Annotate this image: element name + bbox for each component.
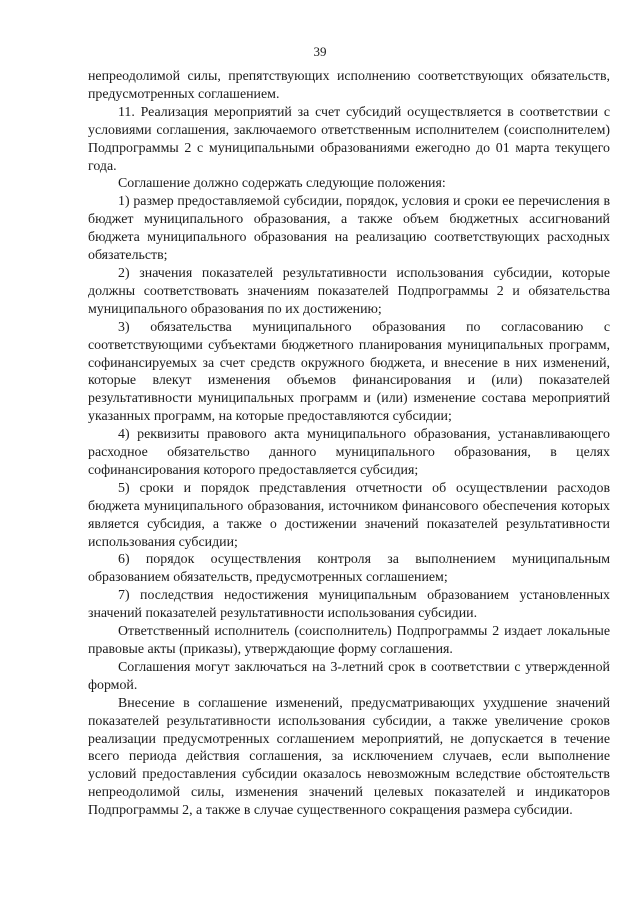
paragraph-local-acts: Ответственный исполнитель (соисполнитель) Подпрограммы 2 издает локальные правовые акты (приказы), утверждающие форму соглашения. <box>88 624 610 657</box>
list-item-1: 1) размер предоставляемой субсидии, порядок, условия и сроки ее перечисления в бюджет муниципального образования, а также объем бюджетных ассигнований бюджета муниципального образования на реализацию соответствующих расходных обязательств; <box>88 194 610 264</box>
paragraph-item-11: 11. Реализация мероприятий за счет субсидий осуществляется в соответствии с условиями соглашения, заключаемого ответственным исполнителем (соисполнителем) Подпрограммы 2 с муниципальными образованиями ежегодно до 01 марта текущего года. <box>88 104 610 174</box>
paragraph-continuation: непреодолимой силы, препятствующих исполнению соответствующих обязательств, предусмотренных соглашением. <box>88 69 610 102</box>
list-item-5: 5) сроки и порядок представления отчетности об осуществлении расходов бюджета муниципального образования, источником финансового обеспечения которых является субсидия, а также о достижении значений показателей результативности использования субсидии; <box>88 480 610 550</box>
list-item-3: 3) обязательства муниципального образования по согласованию с соответствующими субъектами бюджетного планирования муниципальных программ, софинансируемых за счет средств окружного бюджета, и внесение в них изменений, которые влекут изменения объемов финансирования и (или) показателей результативности муниципальных программ и (или) изменение состава мероприятий указанных программ, на которые предоставляются субсидии; <box>88 319 610 425</box>
list-item-6: 6) порядок осуществления контроля за выполнением муниципальным образованием обязательств, предусмотренных соглашением; <box>88 552 610 586</box>
paragraph-amendments: Внесение в соглашение изменений, предусматривающих ухудшение значений показателей результативности использования субсидии, а также увеличение сроков реализации предусмотренных соглашением мероприятий, не допускается в течение всего периода действия соглашения, за исключением случаев, если выполнение условий предоставления субсидии оказалось невозможным вследствие обстоятельств непреодолимой силы, изменения значений целевых показателей и индикаторов Подпрограммы 2, а также в случае существенного сокращения размера субсидии. <box>88 695 610 819</box>
list-item-4: 4) реквизиты правового акта муниципального образования, устанавливающего расходное обязательство данного муниципального образования, в целях софинансирования которого предоставляется субсидия; <box>88 427 610 478</box>
paragraph-agreement-intro: Соглашение должно содержать следующие положения: <box>118 176 446 192</box>
page-number: 39 <box>313 44 327 59</box>
list-item-2: 2) значения показателей результативности использования субсидии, которые должны соответствовать значениям показателей Подпрограммы 2 и обязательства муниципального образования по их достижению; <box>88 265 610 317</box>
body-text <box>88 68 610 820</box>
paragraph-agreement-term: Соглашения могут заключаться на 3-летний срок в соответствии с утвержденной формой. <box>88 659 610 693</box>
list-item-7: 7) последствия недостижения муниципальным образованием установленных значений показателей результативности использования субсидии. <box>88 588 610 622</box>
